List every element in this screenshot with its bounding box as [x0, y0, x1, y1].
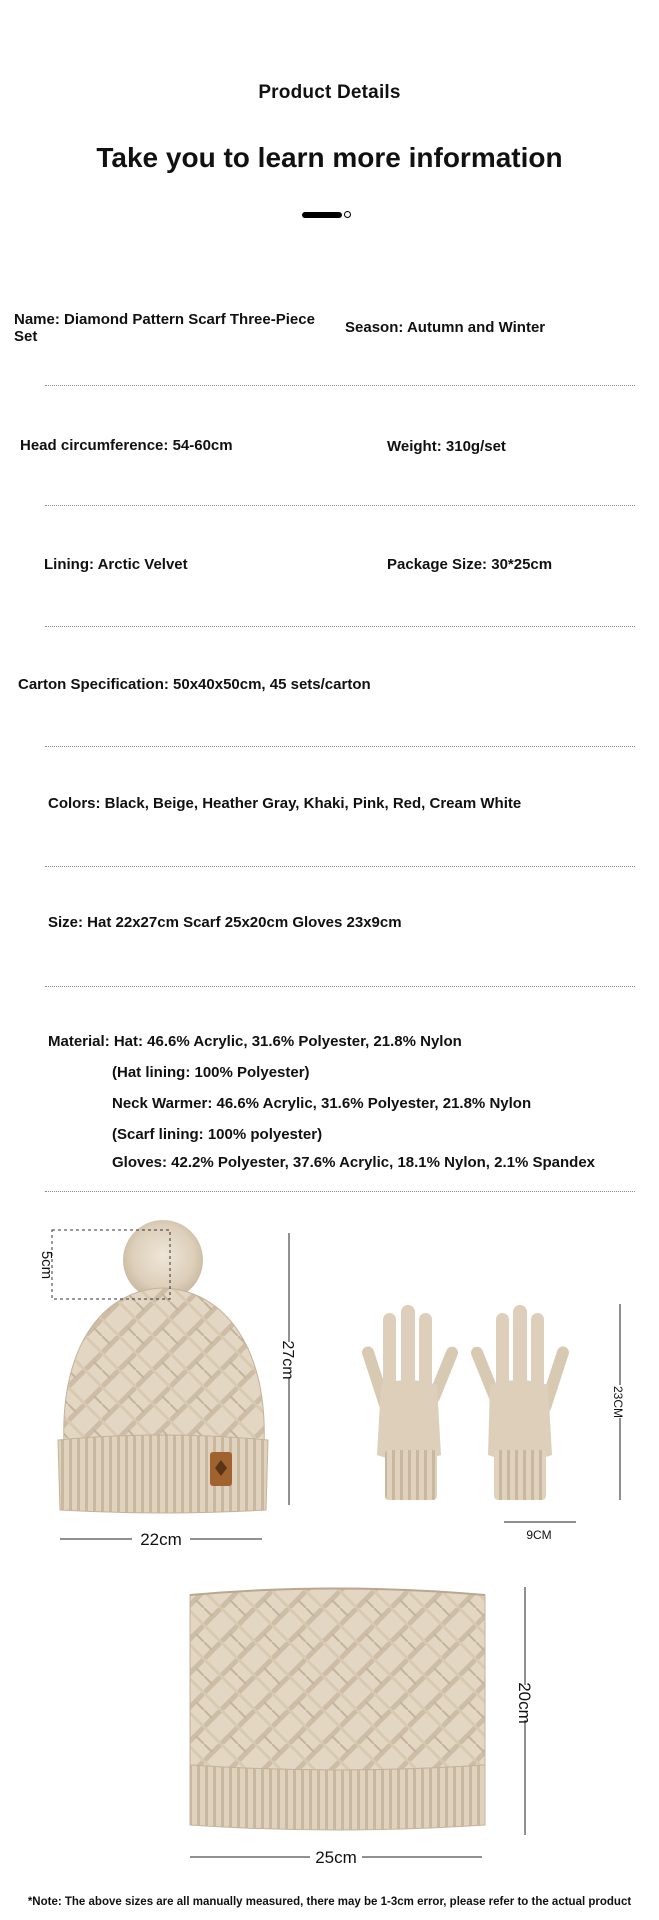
row-divider — [45, 1191, 635, 1192]
row-divider — [45, 505, 635, 506]
spec-material-gloves: Gloves: 42.2% Polyester, 37.6% Acrylic, 18.1% Nylon, 2.1% Spandex — [112, 1154, 596, 1171]
row-divider — [45, 866, 635, 867]
spec-season: Season: Autumn and Winter — [345, 319, 546, 336]
row-divider — [45, 626, 635, 627]
scarf-height-dimension: 20cm — [515, 1682, 534, 1724]
glove-width-dimension: 9CM — [526, 1528, 552, 1542]
pompom-dimension: 5cm — [38, 1250, 55, 1280]
spec-colors: Colors: Black, Beige, Heather Gray, Khaki, Pink, Red, Cream White — [48, 795, 522, 812]
spec-package-size: Package Size: 30*25cm — [387, 556, 553, 573]
spec-material-neck-warmer: Neck Warmer: 46.6% Acrylic, 31.6% Polyester, 21.8% Nylon — [112, 1095, 532, 1112]
row-divider — [45, 385, 635, 386]
spec-material-scarf-lining: (Scarf lining: 100% polyester) — [112, 1126, 323, 1143]
spec-weight: Weight: 310g/set — [387, 438, 506, 455]
hat-height-dimension: 27cm — [279, 1340, 296, 1380]
product-illustration — [0, 1200, 659, 1890]
neck-warmer-image — [190, 1589, 485, 1831]
row-divider — [45, 986, 635, 987]
hat-image — [58, 1220, 268, 1513]
spec-size: Size: Hat 22x27cm Scarf 25x20cm Gloves 23x9cm — [48, 914, 402, 931]
hat-width-dimension: 22cm — [140, 1530, 182, 1549]
spec-head-circumference: Head circumference: 54-60cm — [20, 437, 233, 454]
measurement-note: *Note: The above sizes are all manually measured, there may be 1-3cm error, please refer to the actual product — [27, 1896, 632, 1908]
spec-lining: Lining: Arctic Velvet — [44, 556, 188, 573]
gloves-image — [360, 1305, 570, 1500]
glove-height-dimension: 23CM — [611, 1385, 625, 1419]
row-divider — [45, 746, 635, 747]
spec-material: Material: Hat: 46.6% Acrylic, 31.6% Polyester, 21.8% Nylon — [48, 1033, 462, 1050]
scarf-width-dimension: 25cm — [315, 1848, 357, 1867]
page-headline: Take you to learn more information — [96, 142, 563, 173]
section-label: Product Details — [258, 82, 401, 103]
spec-carton: Carton Specification: 50x40x50cm, 45 sets/carton — [18, 676, 371, 693]
decorative-divider — [302, 211, 354, 219]
spec-name: Name: Diamond Pattern Scarf Three-Piece Set — [14, 311, 315, 345]
spec-material-hat-lining: (Hat lining: 100% Polyester) — [112, 1064, 310, 1081]
